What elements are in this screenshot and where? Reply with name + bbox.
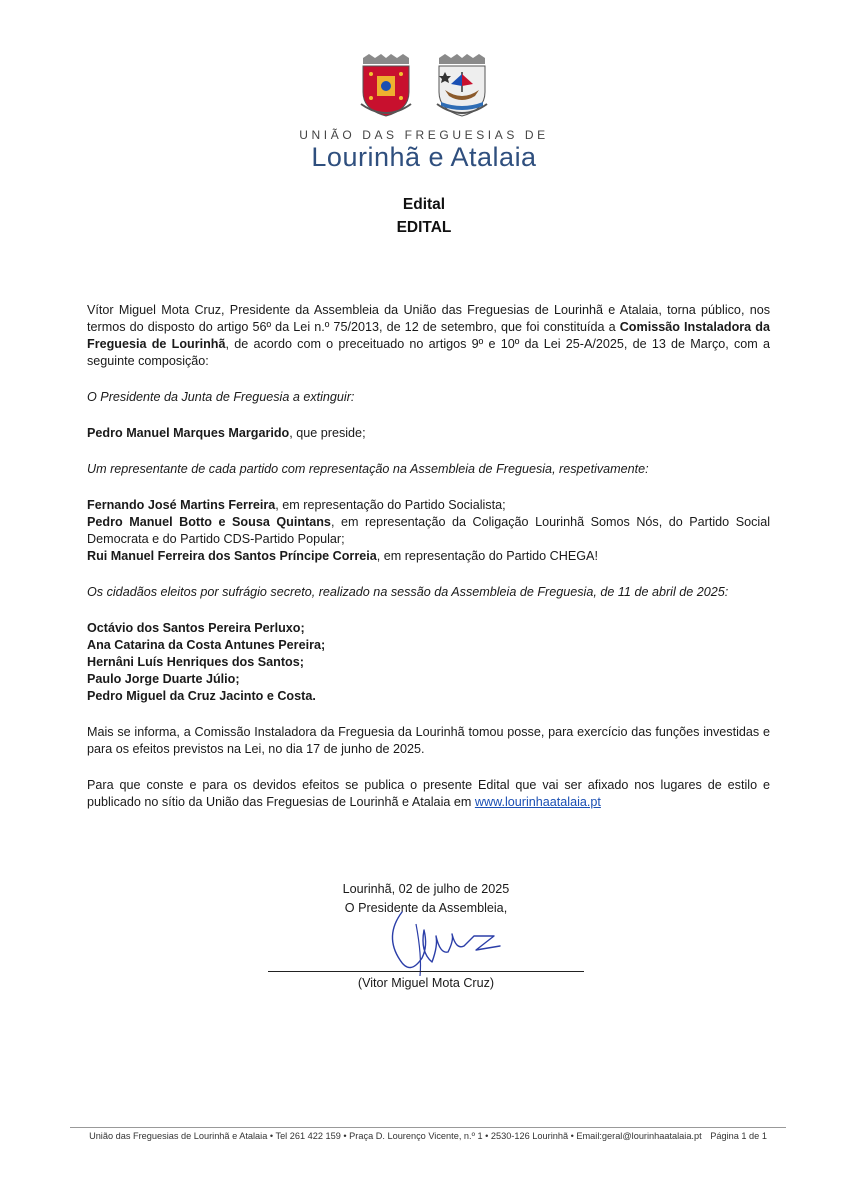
org-name-large: Lourinhã e Atalaia	[311, 142, 537, 172]
intro-bold-text: Comissão Instaladora da Freguesia de Lourinhã	[87, 320, 770, 351]
document-titles	[0, 193, 848, 239]
president-name: Pedro Manuel Marques Margarido	[87, 426, 290, 440]
party-heading: Um representante de cada partido com representação na Assembleia de Freguesia, respetivamente:	[87, 462, 649, 476]
intro-paragraph	[87, 302, 770, 370]
elected-member: Octávio dos Santos Pereira Perluxo;	[87, 621, 305, 635]
page-number: Página 1 de 1	[710, 1131, 767, 1141]
lourinha-crest-icon	[355, 52, 417, 118]
elected-heading: Os cidadãos eleitos por sufrágio secreto, realizado na sessão da Assembleia de Freguesia, de 11 de abril de 2025:	[87, 585, 729, 599]
footer	[70, 1131, 786, 1141]
elected-member: Paulo Jorge Duarte Júlio;	[87, 672, 240, 686]
letterhead	[0, 52, 848, 173]
signer-role: O Presidente da Assembleia,	[344, 901, 508, 915]
rep-text: , em representação do Partido Socialista;	[275, 498, 506, 512]
president-heading: O Presidente da Junta de Freguesia a extinguir:	[87, 390, 355, 404]
rep-name: Rui Manuel Ferreira dos Santos Príncipe Correia	[87, 549, 377, 563]
place-date: Lourinhã, 02 de julho de 2025	[342, 882, 510, 896]
info-paragraph: Mais se informa, a Comissão Instaladora da Freguesia da Lourinhã tomou posse, para exercício das funções investidas e para os efeitos previstos na Lei, no dia 17 de junho de 2025.	[87, 725, 770, 756]
signature-line	[268, 971, 584, 972]
atalaia-crest-icon	[431, 52, 493, 118]
president-line	[87, 425, 770, 442]
handwritten-signature-icon	[376, 906, 516, 984]
elected-member: Hernâni Luís Henriques dos Santos;	[87, 655, 304, 669]
rep-text: , em representação do Partido CHEGA!	[376, 549, 598, 563]
org-name-small: UNIÃO DAS FREGUESIAS DE	[299, 128, 549, 142]
rep-name: Fernando José Martins Ferreira	[87, 498, 276, 512]
rep-line	[87, 514, 770, 548]
rep-line	[87, 497, 770, 514]
footer-divider	[70, 1127, 786, 1128]
rep-line	[87, 548, 770, 565]
footer-contact: União das Freguesias de Lourinhã e Atalaia • Tel 261 422 159 • Praça D. Lourenço Vicente, n.º 1 • 2530-126 Lourinhã • Email:geral@lourinhaatalaia.pt	[89, 1131, 702, 1141]
elected-member: Pedro Miguel da Cruz Jacinto e Costa.	[87, 689, 316, 703]
intro-text-1: Vítor Miguel Mota Cruz, Presidente da Assembleia da União das Freguesias de Lourinhã e Atalaia, torna público, nos termos do disposto do artigo 56º da Lei n.º 75/2013, de 12 de setembro, que foi constituída a	[87, 303, 770, 334]
crests	[0, 52, 848, 118]
website-link[interactable]: www.lourinhaatalaia.pt	[474, 795, 601, 809]
rep-name: Pedro Manuel Botto e Sousa Quintans	[87, 515, 331, 529]
signer-name: (Vitor Miguel Mota Cruz)	[357, 976, 495, 990]
intro-text-2: , de acordo com o preceituado no artigos 9º e 10º da Lei 25-A/2025, de 13 de Março, com a seguinte composição:	[87, 337, 770, 368]
document-body	[87, 302, 770, 811]
president-suffix: , que preside;	[289, 426, 366, 440]
publish-paragraph	[87, 777, 770, 811]
elected-member: Ana Catarina da Costa Antunes Pereira;	[87, 638, 326, 652]
publish-text: Para que conste e para os devidos efeitos se publica o presente Edital que vai ser afixado nos lugares de estilo e publicado no sítio da União das Freguesias de Lourinhã e Atalaia em	[87, 778, 770, 809]
rep-text: , em representação da Coligação Lourinhã Somos Nós, do Partido Social Democrata e do Partido CDS-Partido Popular;	[87, 515, 770, 546]
document-subtitle: EDITAL	[396, 219, 452, 236]
document-title: Edital	[402, 196, 446, 213]
